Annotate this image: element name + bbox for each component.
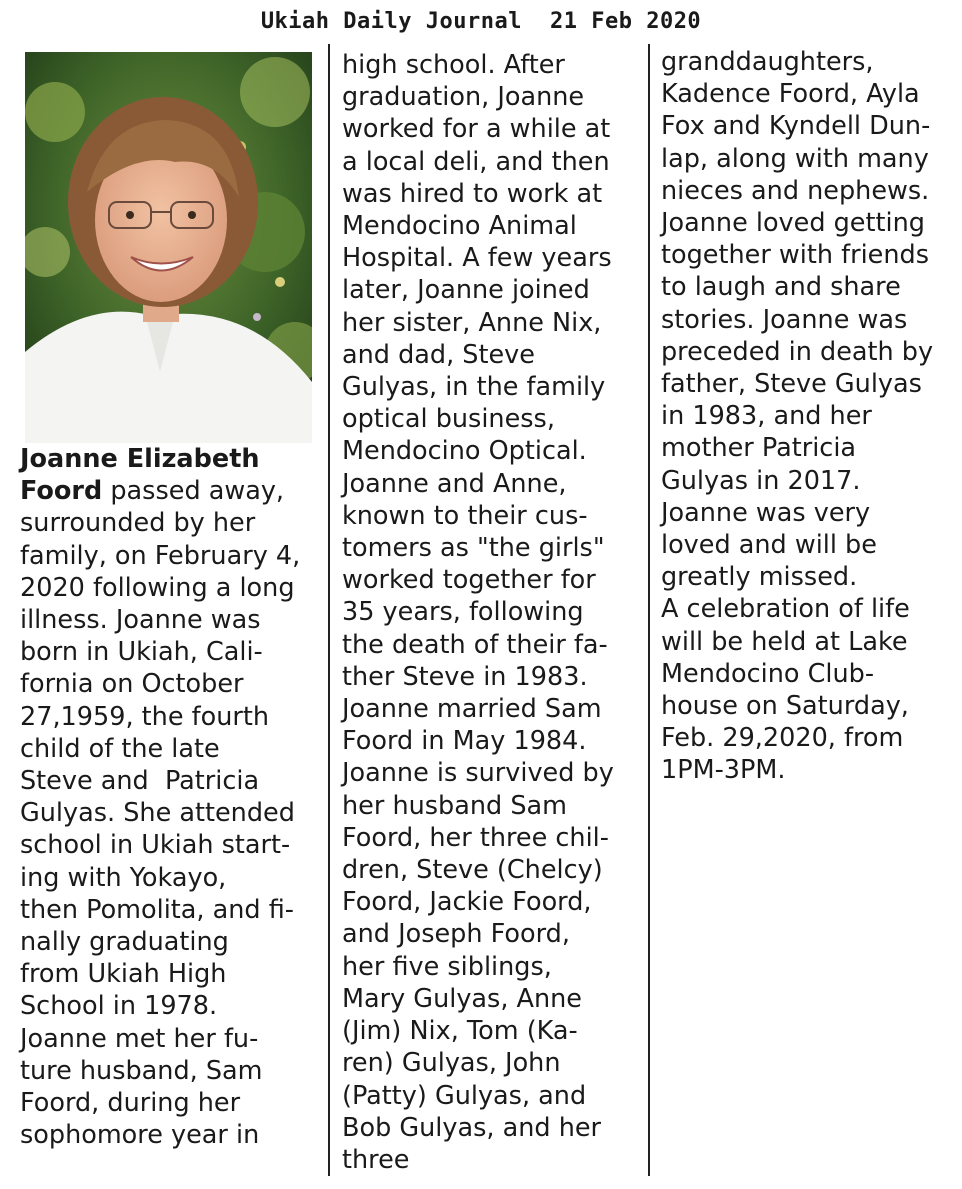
text-line: School in 1978. (20, 991, 218, 1022)
text-line: Joanne loved getting (661, 208, 925, 239)
publication-date: 21 Feb 2020 (549, 9, 702, 34)
text-line: surrounded by her (20, 508, 256, 539)
text-line: Joanne met her fu- (20, 1023, 259, 1054)
text-line: optical business, (342, 404, 555, 435)
text-line: Foord, her three chil- (342, 822, 609, 853)
text-line: fornia on October (20, 669, 244, 700)
text-line: high school. After (342, 50, 565, 80)
text-line: together with friends (661, 240, 929, 271)
text-line: to laugh and share (661, 272, 901, 303)
text-line: Kadence Foord, Ayla (661, 79, 920, 110)
text-line: Gulyas. She attended (20, 798, 295, 829)
text-line: 35 years, following (342, 597, 584, 628)
text-line: and Joseph Foord, (342, 919, 570, 950)
text-line: Mendocino Animal (342, 211, 577, 242)
column-divider-right (648, 44, 650, 1176)
text-line: preceded in death by (661, 336, 934, 367)
masthead (0, 6, 962, 38)
text-line: house on Saturday, (661, 691, 909, 722)
text-line: was hired to work at (342, 178, 603, 209)
text-line: Foord in May 1984. (342, 726, 587, 757)
obituary-column-1 (20, 443, 320, 1151)
text-line: then Pomolita, and fi- (20, 894, 294, 925)
text-line: Gulyas, in the family (342, 372, 606, 403)
text-line: her five siblings, (342, 951, 552, 982)
text-line: A celebration of life (661, 594, 910, 625)
obituary-column-2 (342, 49, 642, 1176)
text-line: worked for a while at (342, 114, 611, 145)
text-line: ren) Gulyas, John (342, 1048, 561, 1079)
text-line: in 1983, and her (661, 401, 872, 432)
deceased-name-line-1: Joanne Elizabeth (20, 444, 260, 474)
text-line: later, Joanne joined (342, 275, 590, 306)
text-line: worked together for (342, 565, 596, 596)
text-line: (Jim) Nix, Tom (Ka- (342, 1016, 578, 1047)
text-line: her sister, Anne Nix, (342, 307, 602, 338)
text-line: granddaughters, (661, 47, 874, 77)
text-line: Foord, Jackie Foord, (342, 887, 592, 918)
text-line: ther Steve in 1983. (342, 661, 588, 692)
text-line: Fox and Kyndell Dun- (661, 111, 931, 142)
text-line: greatly missed. (661, 562, 858, 593)
text-line-content: passed away, (102, 476, 285, 507)
text-line: Mendocino Club- (661, 658, 875, 689)
text-line: sophomore year in (20, 1120, 260, 1151)
text-line: Mary Gulyas, Anne (342, 983, 582, 1014)
text-line: a local deli, and then (342, 146, 610, 177)
publication-name: Ukiah Daily Journal (260, 9, 522, 34)
text-line: the death of their fa- (342, 629, 608, 660)
text-line: Bob Gulyas, and her (342, 1112, 602, 1143)
text-line: mother Patricia (661, 433, 857, 464)
text-line: loved and will be (661, 530, 877, 561)
text-line: 2020 following a long (20, 572, 295, 603)
obituary-column-3 (661, 46, 956, 787)
text-line: illness. Joanne was (20, 605, 261, 636)
text-line: and dad, Steve (342, 339, 535, 370)
text-line: 1PM-3PM. (661, 755, 786, 786)
text-line: ture husband, Sam (20, 1055, 263, 1086)
text-line: nieces and nephews. (661, 175, 930, 206)
text-line: her husband Sam (342, 790, 567, 821)
text-line: Joanne was very (661, 497, 871, 528)
text-line: father, Steve Gulyas (661, 369, 922, 400)
text-line: Hospital. A few years (342, 243, 612, 274)
text-line: nally graduating (20, 927, 229, 958)
portrait-illustration (25, 52, 312, 443)
text-line: Joanne and Anne, (342, 468, 567, 499)
text-line: (Patty) Gulyas, and (342, 1080, 587, 1111)
column-divider-left (328, 44, 330, 1176)
text-line: tomers as "the girls" (342, 533, 605, 564)
text-line: three (342, 1144, 410, 1175)
text-line: graduation, Joanne (342, 82, 585, 113)
portrait-photo (25, 52, 312, 443)
text-line: 27,1959, the fourth (20, 701, 269, 732)
text-line: family, on February 4, (20, 540, 301, 571)
text-line (20, 475, 320, 507)
text-line: lap, along with many (661, 143, 929, 174)
text-line: Mendocino Optical. (342, 436, 587, 467)
text-line: Steve and Patricia (20, 766, 260, 797)
text-line: dren, Steve (Chelcy) (342, 855, 603, 886)
text-line: Gulyas in 2017. (661, 465, 861, 496)
text-line: born in Ukiah, Cali- (20, 637, 263, 668)
text-line: will be held at Lake (661, 626, 908, 657)
text-line: from Ukiah High (20, 959, 227, 990)
text-line: child of the late (20, 733, 220, 764)
text-line: stories. Joanne was (661, 304, 908, 335)
text-line: Feb. 29,2020, from (661, 723, 904, 754)
text-line: Foord, during her (20, 1088, 241, 1119)
text-line: Joanne married Sam (342, 694, 602, 725)
text-line: Joanne is survived by (342, 758, 614, 789)
deceased-name-line-2: Foord (20, 476, 103, 507)
text-line: ing with Yokayo, (20, 862, 227, 893)
text-line: known to their cus- (342, 500, 588, 531)
text-line: school in Ukiah start- (20, 830, 291, 861)
